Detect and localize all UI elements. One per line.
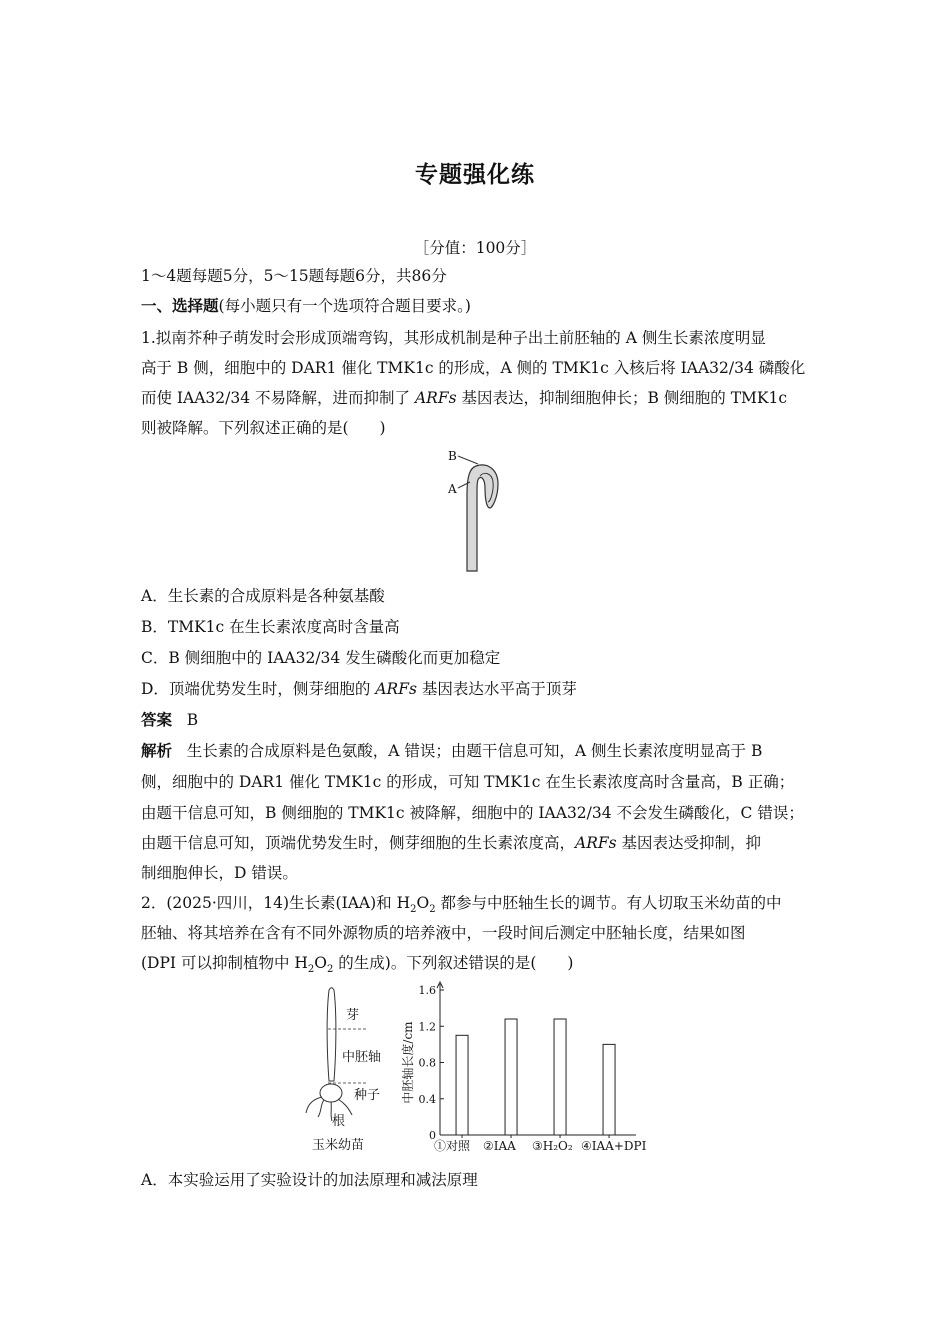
analysis-text: 生长素的合成原料是色氨酸，A 错误；由题干信息可知，A 侧生长素浓度明显高于 B <box>186 742 763 760</box>
subscript: 2 <box>307 964 315 976</box>
q1-option-a: A．生长素的合成原料是各种氨基酸 <box>141 587 385 605</box>
root-label: 根 <box>332 1114 346 1129</box>
q1-stem-line-4: 则被降解。下列叙述正确的是( ) <box>141 419 386 437</box>
q1-option-c: C．B 侧细胞中的 IAA32/34 发生磷酸化而更加稳定 <box>141 649 501 667</box>
label-a: A <box>448 482 457 496</box>
analysis-label: 解析 <box>141 742 173 760</box>
score-note: ［分值：100分］ <box>413 239 537 257</box>
q1-analysis-line-1 <box>141 741 762 761</box>
bud-label: 芽 <box>346 1008 360 1023</box>
bar <box>456 1035 468 1135</box>
section-heading <box>141 296 471 316</box>
q1-analysis-line-5: 制细胞伸长，D 错误。 <box>141 864 298 882</box>
hypocotyl-hook-figure <box>440 446 515 574</box>
analysis-text: 基因表达受抑制，抑 <box>616 834 762 852</box>
hypocotyl-shape <box>467 465 498 571</box>
root-shape <box>306 1097 352 1121</box>
y-tick-label: 1.6 <box>418 984 436 997</box>
q1-analysis-line-2: 侧，细胞中的 DAR1 催化 TMK1c 的形成，可知 TMK1c 在生长素浓度高时含量高，B 正确； <box>141 773 795 791</box>
option-text: 基因表达水平高于顶芽 <box>416 680 577 698</box>
q1-analysis-line-3: 由题干信息可知，B 侧细胞的 TMK1c 被降解，细胞中的 IAA32/34 不会发生磷酸化，C 错误； <box>141 804 804 822</box>
label-b: B <box>448 449 457 463</box>
q2-text: 的生成)。下列叙述错误的是( ) <box>333 954 574 972</box>
gene-name: ARFs <box>575 834 617 852</box>
answer-label: 答案 <box>141 711 173 729</box>
seed-label: 种子 <box>354 1088 381 1103</box>
gene-name: ARFs <box>375 680 417 698</box>
q1-answer <box>141 710 198 730</box>
subscript: 2 <box>429 904 436 916</box>
answer-value: B <box>186 711 199 729</box>
point-note: 1～4题每题5分，5～15题每题6分，共86分 <box>141 267 447 285</box>
q2-text: 都参与中胚轴生长的调节。有人切取玉米幼苗的中 <box>435 894 782 912</box>
q1-stem-text: 基因表达，抑制细胞伸长；B 侧细胞的 TMK1c <box>456 389 788 407</box>
q1-stem-line-2: 高于 B 侧，细胞中的 DAR1 催化 TMK1c 的形成，A 侧的 TMK1c 入核后将 IAA32/34 磷酸化 <box>141 359 806 377</box>
y-axis-label: 中胚轴长度/cm <box>401 1021 415 1104</box>
y-tick-label: 0.8 <box>418 1056 436 1070</box>
subscript: 2 <box>327 964 334 976</box>
q1-option-b: B．TMK1c 在生长素浓度高时含量高 <box>141 618 400 636</box>
x-category-label: ①对照 <box>434 1139 471 1153</box>
maize-seedling-figure <box>298 985 398 1157</box>
q1-stem-text: 而使 IAA32/34 不易降解，进而抑制了 <box>141 389 415 407</box>
x-category-label: ②IAA <box>483 1139 516 1153</box>
q2-stem-line-3 <box>141 953 573 980</box>
q1-option-d <box>141 679 577 699</box>
q2-text: (DPI 可以抑制植物中 H <box>141 954 308 972</box>
q2-text: O <box>416 894 430 912</box>
q2-stem-line-1 <box>141 893 782 920</box>
page-title: 专题强化练 <box>415 162 535 188</box>
q2-option-a: A．本实验运用了实验设计的加法原理和减法原理 <box>141 1171 478 1189</box>
option-text: D．顶端优势发生时，侧芽细胞的 <box>141 680 376 698</box>
label-b-leader <box>458 456 478 464</box>
y-tick-label: 0.4 <box>418 1092 436 1106</box>
q1-analysis-line-4 <box>141 833 761 853</box>
mesocotyl-label: 中胚轴 <box>342 1050 382 1065</box>
y-tick-label: 1.2 <box>418 1020 436 1034</box>
analysis-text: 由题干信息可知，顶端优势发生时，侧芽细胞的生长素浓度高， <box>141 834 576 852</box>
shoot-outline <box>327 988 336 1081</box>
y-tick-label: 0 <box>429 1129 436 1142</box>
q2-text: O <box>314 954 327 972</box>
mesocotyl-length-chart <box>398 980 648 1156</box>
q2-stem-line-2: 胚轴、将其培养在含有不同外源物质的培养液中，一段时间后测定中胚轴长度，结果如图 <box>141 924 746 942</box>
bar <box>603 1044 615 1135</box>
bar <box>505 1019 517 1135</box>
q2-text: 2．(2025·四川，14)生长素(IAA)和 H <box>141 894 411 912</box>
subscript: 2 <box>410 904 417 916</box>
q1-stem-line-1: 1.拟南芥种子萌发时会形成顶端弯钩，其形成机制是种子出土前胚轴的 A 侧生长素浓度明显 <box>141 329 766 347</box>
gene-name: ARFs <box>414 389 457 407</box>
seedling-caption: 玉米幼苗 <box>312 1138 365 1153</box>
section-heading-note: (每小题只有一个选项符合题目要求。) <box>218 297 471 315</box>
q1-stem-line-3 <box>141 388 787 408</box>
x-category-label: ④IAA+DPI <box>581 1139 647 1153</box>
x-category-label: ③H₂O₂ <box>532 1139 573 1153</box>
bar <box>554 1019 566 1135</box>
section-heading-title: 一、选择题 <box>141 297 219 315</box>
